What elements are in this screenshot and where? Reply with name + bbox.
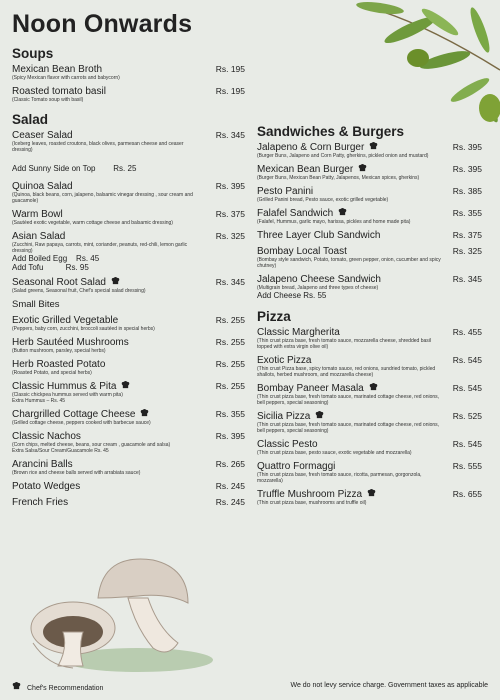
menu-item [12, 209, 245, 226]
item-price: Rs. 255 [215, 315, 245, 325]
menu-item [257, 439, 482, 456]
menu-item [257, 208, 482, 225]
chef-hat-icon [111, 277, 120, 285]
item-price: Rs. 395 [215, 181, 245, 191]
menu-item [257, 142, 482, 159]
chef-hat-icon [367, 489, 376, 497]
item-price: Rs. 255 [215, 381, 245, 391]
item-extra: Extra Salsa/Sour Cream/Guacamole Rs. 45 [12, 448, 109, 454]
item-name: Bombay Paneer Masala [257, 383, 378, 394]
menu-item [12, 409, 245, 426]
item-description: (Thin crust pizza base, fresh tomato sauce, ricotta, parmesan, gorgonzola, mozzarella) [257, 472, 422, 484]
item-description: (Quinoa, black beans, corn, jalapeno, balsamic vinegar dressing , sour cream and guacamole) [12, 192, 193, 204]
item-price: Rs. 555 [452, 461, 482, 471]
item-description: (Thin crust pizza base, fresh tomato sauce, marinated cottage cheese, red onions, bell peppers, special seasoning) [257, 422, 440, 434]
item-price: Rs. 245 [215, 481, 245, 491]
menu-item [257, 230, 482, 241]
chef-legend-label: Chef's Recommendation [27, 685, 104, 692]
item-name: French Fries [12, 497, 69, 508]
addon-price: Rs. 45 [76, 254, 100, 263]
menu-item [257, 164, 482, 181]
item-price: Rs. 385 [452, 186, 482, 196]
chef-hat-icon [369, 383, 378, 391]
addon-line [12, 263, 245, 272]
addon-price: Rs. 95 [65, 263, 89, 272]
item-description: (Thin crust Pizza base, spicy tomato sauce, red onions, sundried tomato, pickled shallots, herbed mushroom, and mozzarella cheese) [257, 366, 436, 378]
item-name: Arancini Balls [12, 459, 73, 470]
item-price: Rs. 195 [215, 86, 245, 96]
menu-item [12, 337, 245, 354]
item-price: Rs. 325 [452, 246, 482, 256]
item-name: Sicilia Pizza [257, 411, 324, 422]
item-price: Rs. 195 [215, 64, 245, 74]
item-name: Classic Pesto [257, 439, 318, 450]
item-name: Exotic Pizza [257, 355, 312, 366]
item-name: Herb Roasted Potato [12, 359, 106, 370]
item-description: (Corn chips, melted cheese, beans, sour cream , guacamole and salsa) [12, 442, 171, 448]
menu-item [12, 130, 245, 153]
addon-name: Add Sunny Side on Top [12, 164, 96, 173]
menu-item [12, 481, 245, 492]
item-name: Pesto Panini [257, 186, 314, 197]
item-price: Rs. 395 [215, 431, 245, 441]
left-column [12, 46, 245, 513]
addon-line [12, 254, 245, 263]
item-name: Ceaser Salad [12, 130, 73, 141]
item-description: (Peppers, baby corn, zucchini, broccoli sautéed in special herbs) [12, 326, 155, 332]
item-name: Mexican Bean Broth [12, 64, 103, 75]
menu-title: Noon Onwards [12, 10, 193, 38]
section-heading-pizza: Pizza [257, 309, 291, 324]
item-description: (Multigrain bread, Jalapeno and three types of cheese) [257, 285, 379, 291]
menu-item [12, 315, 245, 332]
item-name: Exotic Grilled Vegetable [12, 315, 119, 326]
addon-line: Add Cheese Rs. 55 [257, 291, 327, 300]
item-name: Falafel Sandwich [257, 208, 347, 219]
item-description: (Zucchini, Raw papaya, carrots, mint, coriander, peanuts, red-chili, lemon garlic dressing) [12, 242, 188, 254]
item-description: (Spicy Mexican flavor with carrots and babycorn) [12, 75, 120, 81]
menu-item [257, 246, 482, 269]
menu-item [12, 459, 245, 476]
item-name: Asian Salad [12, 231, 66, 242]
item-name: Classic Nachos [12, 431, 81, 442]
item-price: Rs. 255 [215, 337, 245, 347]
menu-item [12, 181, 245, 204]
item-description: (Button mushroom, parsley, special herbs) [12, 348, 106, 354]
addon-name: Add Boiled Egg [12, 254, 68, 263]
menu-item [12, 497, 245, 508]
item-price: Rs. 455 [452, 327, 482, 337]
item-name: Chargrilled Cottage Cheese [12, 409, 149, 420]
item-price: Rs. 355 [215, 409, 245, 419]
item-price: Rs. 345 [215, 130, 245, 140]
section-heading-salad: Salad [12, 112, 49, 127]
item-price: Rs. 375 [215, 209, 245, 219]
item-description: (Falafel, Hummus, garlic mayo, harissa, pickles and home made pita) [257, 219, 411, 225]
item-description: (Bombay style sandwich, Potato, tomato, green pepper, onion, cucumber and spicy chutney) [257, 257, 441, 269]
item-name: Jalapeno Cheese Sandwich [257, 274, 381, 285]
section-heading-soups: Soups [12, 46, 54, 61]
item-price: Rs. 545 [452, 439, 482, 449]
chef-hat-icon [12, 682, 21, 690]
chef-legend [12, 682, 103, 692]
item-name: Warm Bowl [12, 209, 63, 220]
menu-item [257, 461, 482, 484]
item-price: Rs. 245 [215, 497, 245, 507]
menu-item [257, 274, 482, 300]
item-price: Rs. 525 [452, 411, 482, 421]
chef-hat-icon [338, 208, 347, 216]
tax-note: We do not levy service charge. Government taxes as applicable [290, 682, 488, 689]
item-description: (Iceberg leaves, roasted croutons, black olives, parmesan cheese and ceaser dressing) [12, 141, 184, 153]
item-description: (Thin crust pizza base, fresh tomato sauce, mozzarella cheese, shredded basil topped with extra virgin olive oil) [257, 338, 431, 350]
item-name: Jalapeno & Corn Burger [257, 142, 378, 153]
item-description: (Grilled Panini bread, Pesto sauce, exotic grilled vegetable) [257, 197, 389, 203]
item-price: Rs. 395 [452, 142, 482, 152]
item-price: Rs. 395 [452, 164, 482, 174]
item-description: (Thin crust pizza base, pesto sauce, exotic vegetable and mozzarella) [257, 450, 412, 456]
item-description: (Burger Buns, Jalapeno and Corn Patty, gherkins, pickled onion and mustard) [257, 153, 429, 159]
chef-hat-icon [140, 409, 149, 417]
item-price: Rs. 355 [452, 208, 482, 218]
menu-item [12, 64, 245, 81]
item-extra: Extra Hummus – Rs. 45 [12, 398, 66, 404]
item-price: Rs. 265 [215, 459, 245, 469]
item-description: (Burger Buns, Mexican Bean Patty, Jalapenos, Mexican spices, gherkins) [257, 175, 420, 181]
item-name: Bombay Local Toast [257, 246, 347, 257]
chef-hat-icon [121, 381, 130, 389]
chef-hat-icon [315, 411, 324, 419]
menu-item [257, 489, 482, 506]
pizza-list [257, 327, 482, 506]
right-column [257, 124, 482, 511]
item-name: Three Layer Club Sandwich [257, 230, 381, 241]
menu-item [257, 411, 482, 434]
item-description: (Classic chickpea hummus served with warm pita) [12, 392, 123, 398]
menu-item [257, 355, 482, 378]
item-price: Rs. 325 [215, 231, 245, 241]
chef-hat-icon [358, 164, 367, 172]
section-heading-small-bites: Small Bites [12, 299, 60, 310]
chef-hat-icon [369, 142, 378, 150]
item-name: Mexican Bean Burger [257, 164, 367, 175]
item-price: Rs. 545 [452, 355, 482, 365]
item-name: Quattro Formaggi [257, 461, 336, 472]
olive-branch-illustration [340, 0, 500, 140]
item-description: (Grilled cottage cheese, peppers cooked with barbecue sauce) [12, 420, 151, 426]
section-heading-sandwiches: Sandwiches & Burgers [257, 124, 405, 139]
item-description: (Thin crust pizza base, mushrooms and truffle oil) [257, 500, 367, 506]
item-name: Classic Hummus & Pita [12, 381, 130, 392]
mushroom-illustration [28, 548, 218, 678]
item-price: Rs. 345 [215, 277, 245, 287]
item-description: (Salad greens, Seasonal fruit, Chef's special salad dressing) [12, 288, 146, 294]
menu-item [12, 431, 245, 454]
item-name: Classic Margherita [257, 327, 340, 338]
menu-item [12, 359, 245, 376]
addon-price: Rs. 25 [113, 164, 137, 173]
item-name: Seasonal Root Salad [12, 277, 120, 288]
item-price: Rs. 545 [452, 383, 482, 393]
item-name: Truffle Mushroom Pizza [257, 489, 376, 500]
addon-name: Add Tofu [12, 263, 44, 272]
item-description: (Thin crust pizza base, fresh tomato sauce, marinated cottage cheese, red onions, bell peppers, special seasoning) [257, 394, 440, 406]
menu-item [12, 231, 245, 272]
menu-item [12, 381, 245, 404]
menu-item [12, 277, 245, 294]
menu-item [12, 86, 245, 103]
item-name: Quinoa Salad [12, 181, 73, 192]
item-description: (Brown rice and cheese balls served with arrabiata sauce) [12, 470, 141, 476]
item-price: Rs. 255 [215, 359, 245, 369]
item-name: Roasted tomato basil [12, 86, 106, 97]
item-description: (Roasted Potato, and special herbs) [12, 370, 92, 376]
item-price: Rs. 345 [452, 274, 482, 284]
menu-addon [12, 158, 245, 176]
item-description: (Classic Tomato soup with basil) [12, 97, 84, 103]
menu-item [257, 383, 482, 406]
item-name: Potato Wedges [12, 481, 81, 492]
item-price: Rs. 655 [452, 489, 482, 499]
menu-item [257, 186, 482, 203]
item-description: (Sautéed exotic vegetable, warm cottage cheese and balsamic dressing) [12, 220, 173, 226]
menu-item [257, 327, 482, 350]
item-price: Rs. 375 [452, 230, 482, 240]
item-name: Herb Sautéed Mushrooms [12, 337, 129, 348]
